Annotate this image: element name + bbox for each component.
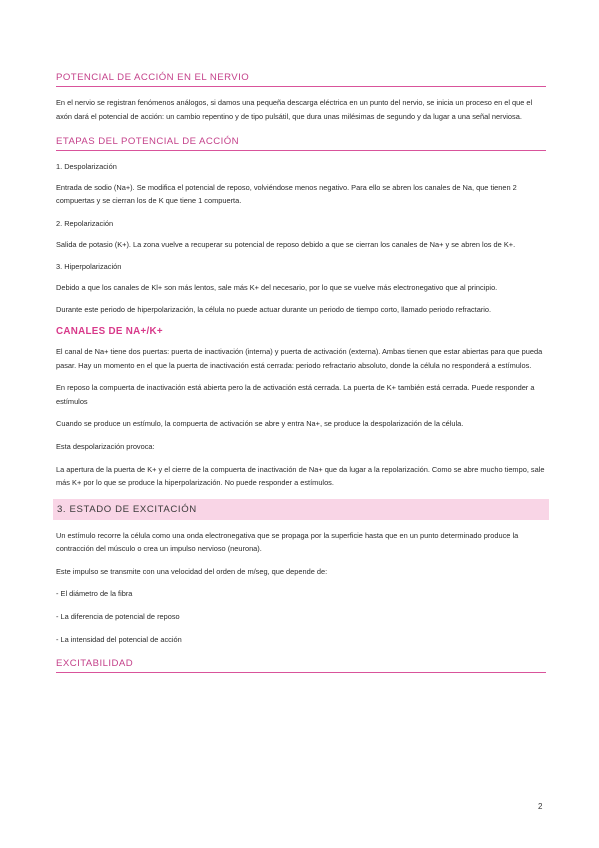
paragraph-apertura: La apertura de la puerta de K+ y el cierre de la compuerta de inactivación de Na+ que da lugar a la repolarización. Como se abre mucho tiempo, sale más K+ por lo que se produce la hiperpolarización. No puede responder a estímulos.	[56, 464, 545, 488]
stage-repolarizacion-text: Salida de potasio (K+). La zona vuelve a recuperar su potencial de reposo debido a que se cierran los canales de Na+ y se abren los de K+.	[56, 239, 516, 249]
heading-excitabilidad: EXCITABILIDAD	[56, 658, 546, 673]
stage-hiperpolarizacion-text: Debido a que los canales de Kl+ son más lentos, sale más K+ del necesario, por lo que se vuelve más electronegativo que al principio.	[56, 282, 498, 292]
heading-canales: CANALES DE NA+/K+	[56, 325, 163, 337]
paragraph-provoca: Esta despolarización provoca:	[56, 441, 155, 451]
heading-potencial-accion-nervio: POTENCIAL DE ACCIÓN EN EL NERVIO	[56, 72, 546, 87]
stage-despolarizacion-title: 1. Despolarización	[56, 162, 117, 172]
paragraph-velocidad: Este impulso se transmite con una velocidad del orden de m/seg, que depende de:	[56, 566, 328, 576]
heading-etapas: ETAPAS DEL POTENCIAL DE ACCIÓN	[56, 136, 546, 151]
paragraph-onda: Un estímulo recorre la célula como una onda electronegativa que se propaga por la superficie hasta que en un punto determinado produce la contracción del músculo o crea un impulso nervioso (neurona).	[56, 530, 519, 554]
page-number: 2	[538, 802, 543, 811]
list-item-diametro: - El diámetro de la fibra	[56, 589, 133, 599]
paragraph-reposo: En reposo la compuerta de inactivación está abierta pero la de activación está cerrada. La puerta de K+ también está cerrada. Puede responder a estímulos	[56, 383, 535, 406]
page-content	[56, 72, 546, 682]
stage-hiperpolarizacion-refractario: Durante este periodo de hiperpolarización, la célula no puede actuar durante un periodo de tiempo corto, llamado periodo refractario.	[56, 305, 492, 315]
stage-despolarizacion-text: Entrada de sodio (Na+). Se modifica el potencial de reposo, volviéndose menos negativo. Para ello se abren los canales de Na, que tienen 2 compuertas y se cierran los de K que tiene 1 compuerta.	[56, 182, 517, 206]
list-item-intensidad: - La intensidad del potencial de acción	[56, 634, 182, 644]
paragraph-estimulo: Cuando se produce un estímulo, la compuerta de activación se abre y entra Na+, se produce la despolarización de la célula.	[56, 419, 464, 429]
heading-estado-excitacion: 3. ESTADO DE EXCITACIÓN	[53, 499, 549, 520]
list-item-diferencia: - La diferencia de potencial de reposo	[56, 612, 180, 622]
paragraph-nervio: En el nervio se registran fenómenos análogos, si damos una pequeña descarga eléctrica en un punto del nervio, se inicia un proceso en el que el axón dará el potencial de acción: un cambio repentino y de tipo pulsátil, que dura unas milésimas de segundo y da lugar a una señal nerviosa.	[56, 98, 533, 121]
stage-hiperpolarizacion-title: 3. Hiperpolarización	[56, 262, 122, 272]
paragraph-canal-na: El canal de Na+ tiene dos puertas: puerta de inactivación (interna) y puerta de activación (externa). Ambas tienen que estar abiertas para que pueda pasar. Hay un momento en el que la puerta de inactivación está cerrada: periodo refractario absoluto, donde la célula no responderá a estímulos.	[56, 346, 543, 370]
stage-repolarizacion-title: 2. Repolarización	[56, 218, 114, 228]
